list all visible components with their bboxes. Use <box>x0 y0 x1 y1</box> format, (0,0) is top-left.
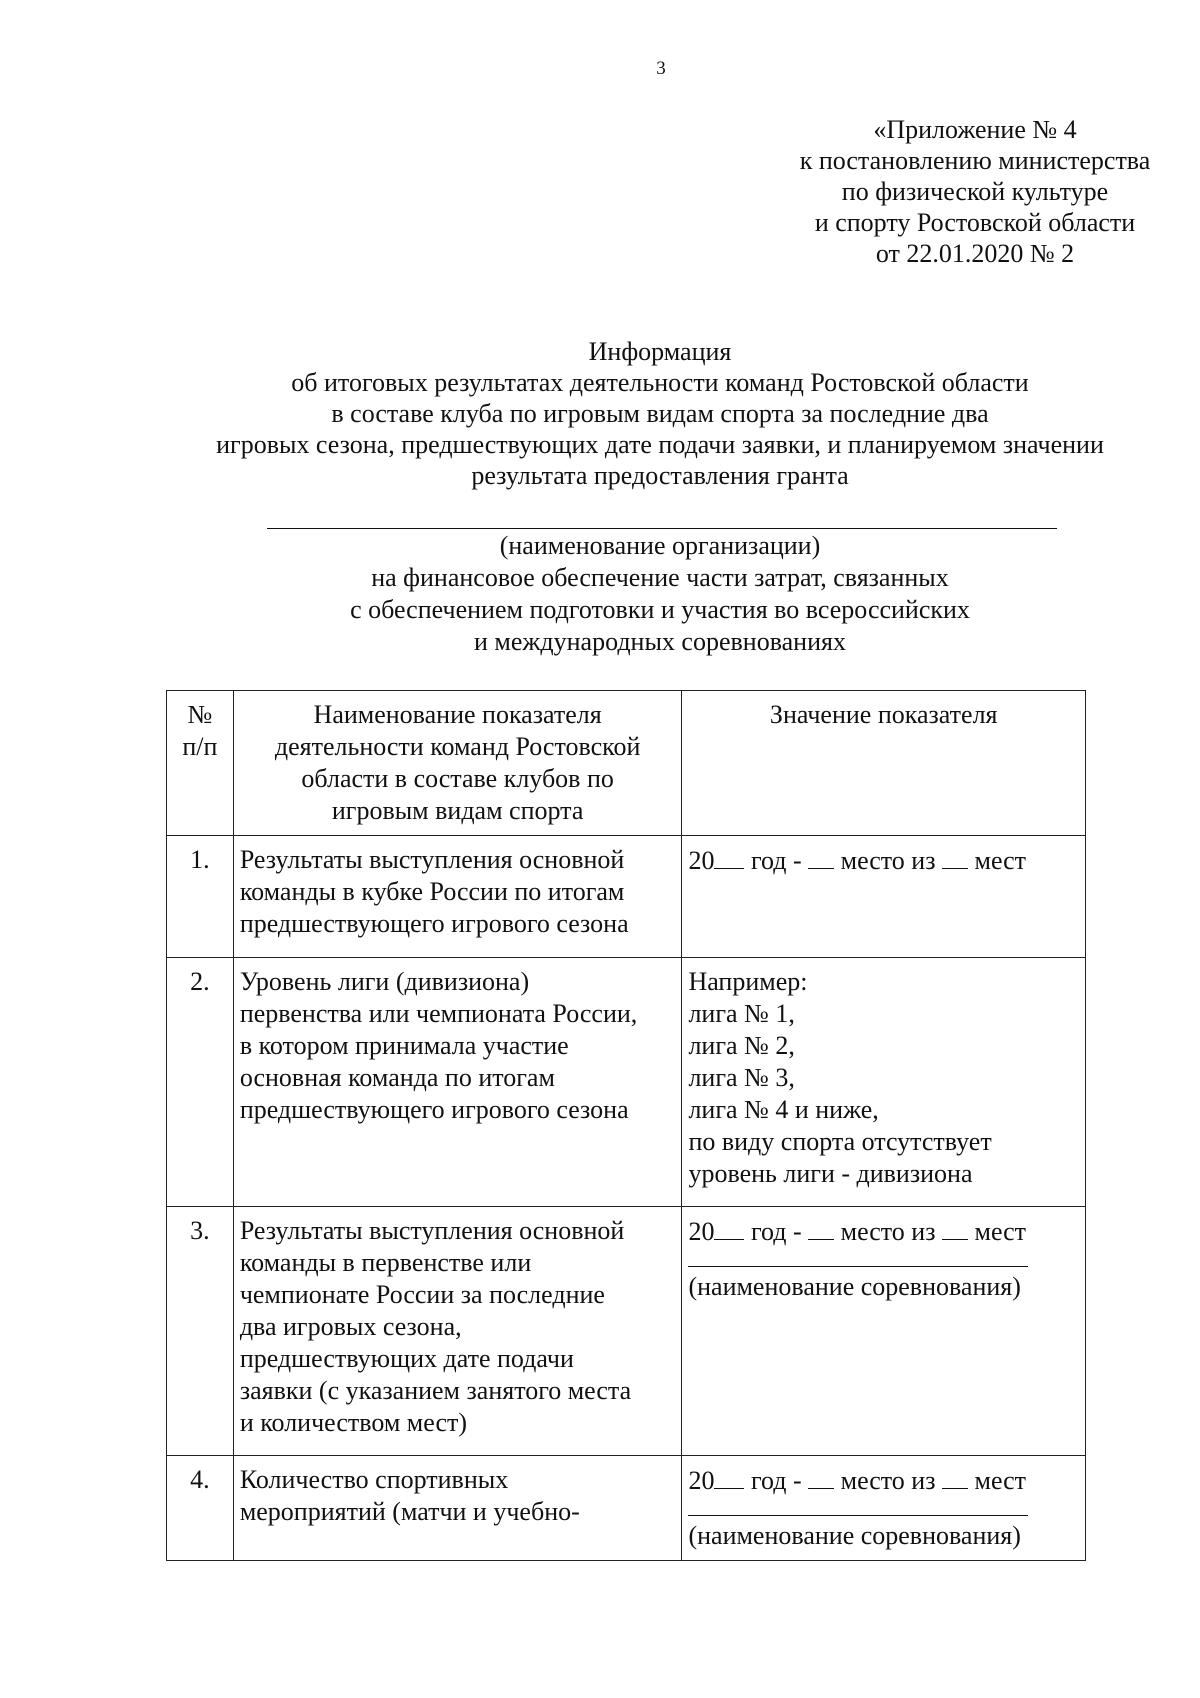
value-text: мест <box>968 1217 1027 1246</box>
subtitle-line: с обеспечением подготовки и участия во всероссийских <box>350 595 970 624</box>
subtitle-line: и международных соревнованиях <box>474 627 846 656</box>
competition-name-blank-line <box>688 1497 1028 1516</box>
blank-field <box>808 1215 834 1240</box>
value-text: год - <box>744 1466 809 1495</box>
subtitle-line: (наименование организации) <box>499 531 821 560</box>
header-text: Значение показателя <box>769 700 998 729</box>
value-text: 20 <box>688 1466 715 1495</box>
organization-name-blank-line <box>267 528 1057 529</box>
header-text: игровым видам спорта <box>331 796 584 825</box>
appendix-header <box>740 114 1200 269</box>
document-title <box>140 336 1180 491</box>
value-fill-line <box>688 844 1079 877</box>
indicator-value <box>682 958 1086 1207</box>
cell-line: предшествующего игрового сезона <box>239 1095 629 1124</box>
document-subtitle <box>140 530 1180 658</box>
indicator-name <box>233 958 682 1207</box>
indicator-name <box>233 1207 682 1456</box>
blank-field <box>808 1464 834 1489</box>
header-text: Наименование показателя <box>313 700 602 729</box>
header-text: деятельности команд Ростовской <box>274 732 641 761</box>
header-cell-number <box>167 691 234 836</box>
table-row <box>167 1456 1086 1561</box>
appendix-line: по физической культуре <box>841 177 1109 206</box>
header-text: № <box>187 700 213 729</box>
value-text: место из <box>834 1466 942 1495</box>
blank-field <box>942 844 968 869</box>
indicator-value <box>682 836 1086 958</box>
cell-line: уровень лиги - дивизиона <box>688 1159 973 1188</box>
table-row <box>167 958 1086 1207</box>
value-text: место из <box>834 846 942 875</box>
competition-name-blank-line <box>688 1248 1028 1267</box>
table-row <box>167 836 1086 958</box>
blank-field <box>808 844 834 869</box>
subtitle-line: на финансовое обеспечение части затрат, связанных <box>371 563 949 592</box>
header-text: п/п <box>182 732 218 761</box>
cell-line: лига № 4 и ниже, <box>688 1095 879 1124</box>
table-header-row <box>167 691 1086 836</box>
title-line: об итоговых результатах деятельности команд Ростовской области <box>291 368 1029 397</box>
value-text: 20 <box>688 1217 715 1246</box>
cell-line: мероприятий (матчи и учебно- <box>239 1497 580 1526</box>
value-text: место из <box>834 1217 942 1246</box>
appendix-line: от 22.01.2020 № 2 <box>875 239 1075 268</box>
value-text: год - <box>744 846 809 875</box>
value-text: мест <box>968 846 1027 875</box>
cell-line: Результаты выступления основной <box>239 845 625 874</box>
table-row <box>167 1207 1086 1456</box>
cell-line: лига № 2, <box>688 1031 795 1060</box>
indicator-value <box>682 1456 1086 1561</box>
header-cell-indicator-value <box>682 691 1086 836</box>
title-line: в составе клуба по игровым видам спорта за последние два <box>331 399 989 428</box>
value-text: 20 <box>688 846 715 875</box>
indicator-name <box>233 1456 682 1561</box>
appendix-line: к постановлению министерства <box>799 146 1151 175</box>
row-number: 3. <box>167 1207 234 1456</box>
cell-line: предшествующих дате подачи <box>239 1344 574 1373</box>
blank-field <box>942 1215 968 1240</box>
row-number: 2. <box>167 958 234 1207</box>
cell-line: команды в первенстве или <box>239 1248 532 1277</box>
indicator-name <box>233 836 682 958</box>
cell-line: по виду спорта отсутствует <box>688 1127 992 1156</box>
header-cell-indicator-name <box>233 691 682 836</box>
row-number: 1. <box>167 836 234 958</box>
cell-line: чемпионате России за последние <box>239 1280 605 1309</box>
blank-field <box>714 844 744 869</box>
cell-line: команды в кубке России по итогам <box>239 877 625 906</box>
indicator-value <box>682 1207 1086 1456</box>
cell-line: Например: <box>688 967 808 996</box>
blank-field <box>714 1215 744 1240</box>
cell-line: первенства или чемпионата России, <box>239 999 638 1028</box>
cell-line: и количеством мест) <box>239 1408 468 1437</box>
appendix-line: «Приложение № 4 <box>873 115 1077 144</box>
cell-line: Количество спортивных <box>239 1465 509 1494</box>
page-number: 3 <box>656 58 666 79</box>
cell-line: два игровых сезона, <box>239 1312 462 1341</box>
cell-line: Результаты выступления основной <box>239 1216 625 1245</box>
cell-line: основная команда по итогам <box>239 1063 555 1092</box>
value-text: мест <box>968 1466 1027 1495</box>
competition-name-caption: (наименование соревнования) <box>688 1521 1021 1550</box>
value-fill-line <box>688 1464 1079 1497</box>
title-line: результата предоставления гранта <box>471 461 849 490</box>
cell-line: Уровень лиги (дивизиона) <box>239 967 530 996</box>
header-text: области в составе клубов по <box>301 764 614 793</box>
blank-field <box>714 1464 744 1489</box>
value-fill-line <box>688 1215 1079 1248</box>
cell-line: лига № 3, <box>688 1063 795 1092</box>
title-line: игровых сезона, предшествующих дате подачи заявки, и планируемом значении <box>216 430 1104 459</box>
cell-line: заявки (с указанием занятого места <box>239 1376 632 1405</box>
value-text: год - <box>744 1217 809 1246</box>
indicators-table <box>166 690 1086 1561</box>
cell-line: в котором принимала участие <box>239 1031 569 1060</box>
appendix-line: и спорту Ростовской области <box>814 208 1136 237</box>
competition-name-caption: (наименование соревнования) <box>688 1272 1021 1301</box>
row-number: 4. <box>167 1456 234 1561</box>
cell-line: лига № 1, <box>688 999 795 1028</box>
cell-line: предшествующего игрового сезона <box>239 909 629 938</box>
title-line: Информация <box>588 337 732 366</box>
blank-field <box>942 1464 968 1489</box>
